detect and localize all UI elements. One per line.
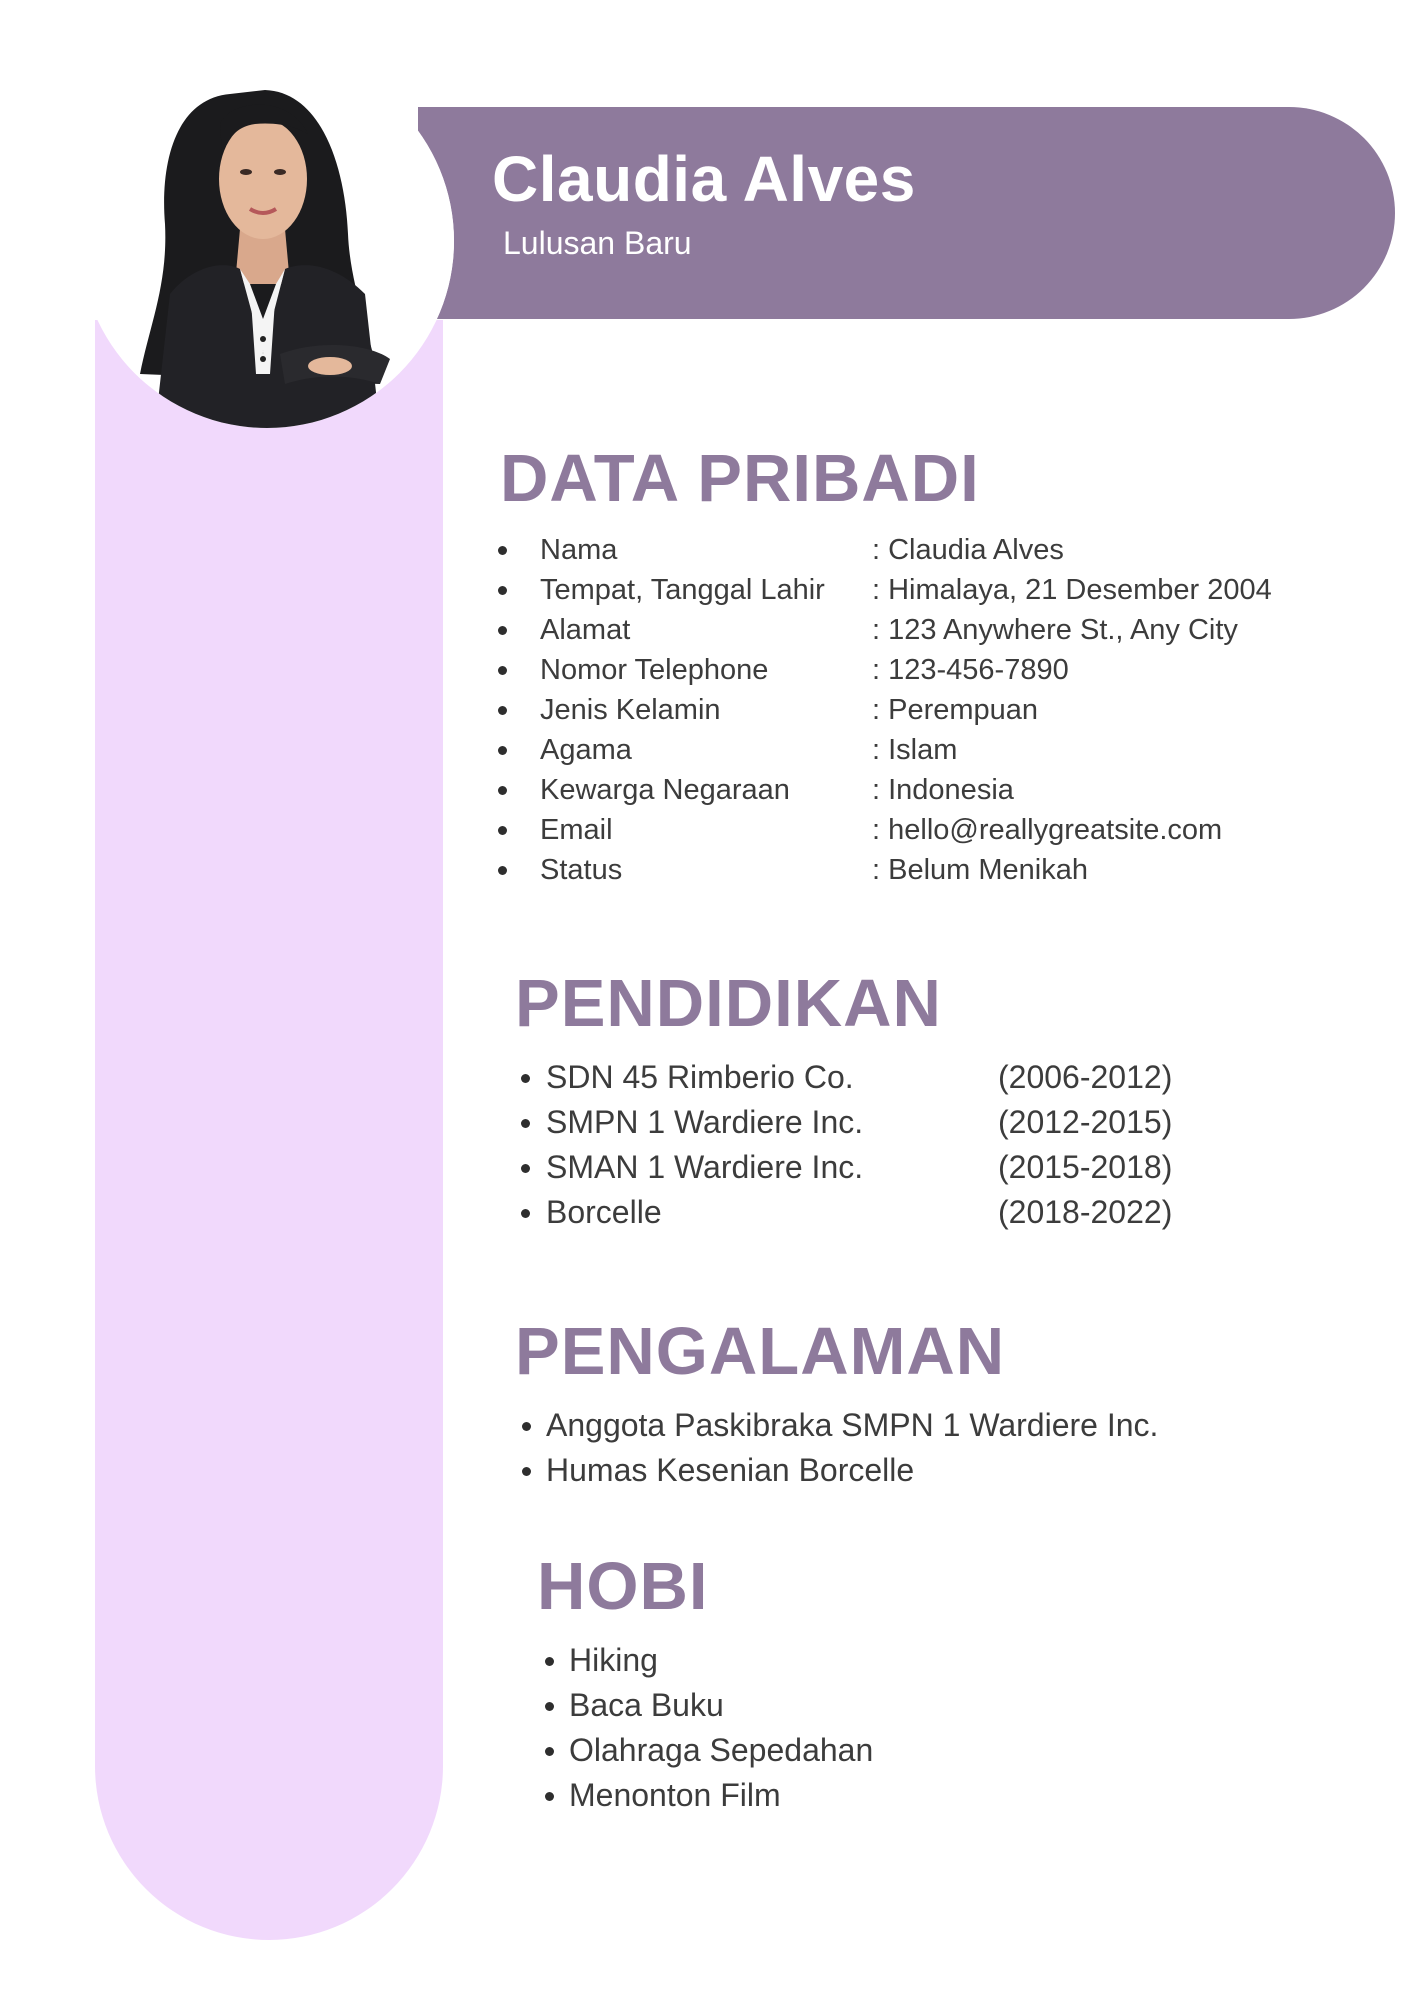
hobby-text: Olahraga Sepedahan [569,1732,874,1768]
bullet-icon [498,626,507,635]
field-value: : Claudia Alves [872,534,1064,566]
school-years: (2006-2012) [998,1059,1173,1095]
experience-text: Humas Kesenian Borcelle [546,1452,915,1488]
bullet-icon [498,586,507,595]
candidate-name: Claudia Alves [492,143,916,215]
candidate-role: Lulusan Baru [503,225,692,261]
bullet-icon [545,1792,554,1801]
field-label: Kewarga Negaraan [540,774,790,806]
bullet-icon [498,746,507,755]
field-value: : Himalaya, 21 Desember 2004 [872,574,1272,606]
field-value: : 123 Anywhere St., Any City [872,614,1238,646]
bullet-icon [498,546,507,555]
bullet-icon [545,1657,554,1666]
list-item [545,1728,873,1773]
section-heading-education: PENDIDIKAN [515,966,942,1041]
bullet-icon [521,1074,530,1083]
field-value: : hello@reallygreatsite.com [872,814,1223,846]
field-value: : Belum Menikah [872,854,1088,886]
field-label: Jenis Kelamin [540,694,721,726]
field-value: : Perempuan [872,694,1039,726]
list-item [522,1403,1158,1448]
field-value: : 123-456-7890 [872,654,1069,686]
school-name: Borcelle [546,1194,662,1230]
hobby-text: Hiking [569,1642,658,1678]
bullet-icon [498,866,507,875]
school-years: (2018-2022) [998,1194,1173,1230]
school-years: (2015-2018) [998,1149,1173,1185]
field-label: Email [540,814,613,846]
bullet-icon [545,1747,554,1756]
section-heading-personal: DATA PRIBADI [500,441,980,516]
hobby-text: Menonton Film [569,1777,781,1813]
bullet-icon [498,706,507,715]
profile-photo [80,54,454,428]
list-item [522,1448,1158,1493]
section-heading-experience: PENGALAMAN [515,1314,1006,1389]
hobby-text: Baca Buku [569,1687,724,1723]
field-label: Nama [540,534,618,566]
field-label: Status [540,854,623,886]
bullet-icon [498,826,507,835]
list-item [545,1773,873,1818]
bullet-icon [521,1164,530,1173]
side-column-decoration [95,320,443,1940]
school-name: SDN 45 Rimberio Co. [546,1059,854,1095]
field-value: : Indonesia [872,774,1014,806]
bullet-icon [522,1467,531,1476]
hobby-list [545,1638,873,1818]
school-name: SMAN 1 Wardiere Inc. [546,1149,864,1185]
list-item [545,1638,873,1683]
field-label: Agama [540,734,632,766]
field-label: Alamat [540,614,631,646]
school-years: (2012-2015) [998,1104,1173,1140]
experience-list [522,1403,1158,1493]
experience-text: Anggota Paskibraka SMPN 1 Wardiere Inc. [546,1407,1159,1443]
field-label: Tempat, Tanggal Lahir [540,574,825,606]
bullet-icon [545,1702,554,1711]
bullet-icon [521,1119,530,1128]
list-item [545,1683,873,1728]
bullet-icon [521,1209,530,1218]
field-label: Nomor Telephone [540,654,769,686]
school-name: SMPN 1 Wardiere Inc. [546,1104,864,1140]
field-value: : Islam [872,734,958,766]
bullet-icon [522,1422,531,1431]
bullet-icon [498,666,507,675]
section-heading-hobbies: HOBI [537,1549,709,1624]
bullet-icon [498,786,507,795]
